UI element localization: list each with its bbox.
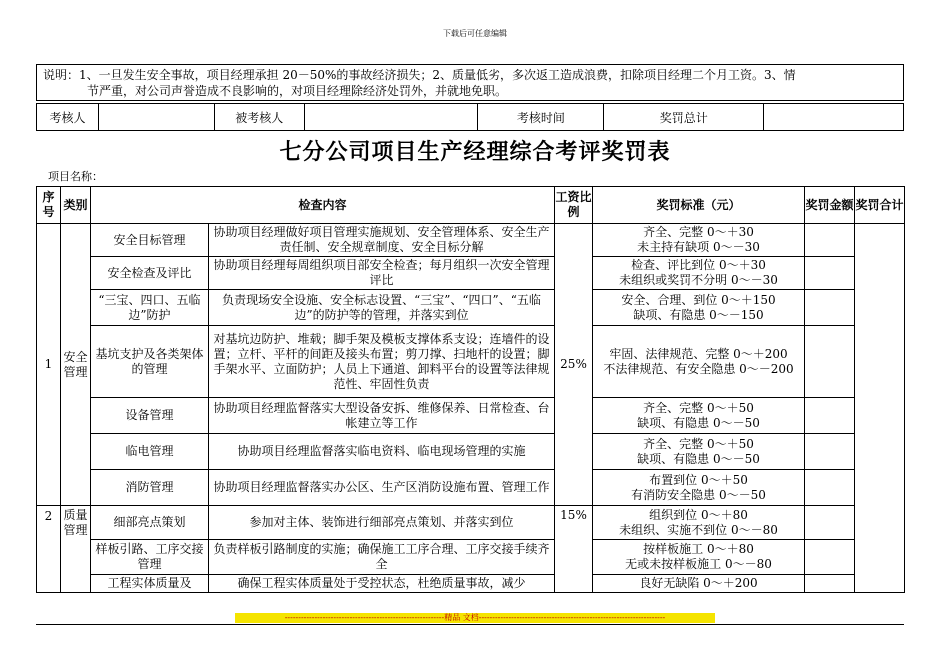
table-row xyxy=(37,257,905,290)
table-row xyxy=(37,470,905,506)
amount-cell[interactable] xyxy=(805,540,855,575)
group-category: 安全管理 xyxy=(61,224,91,506)
time-label: 考核时间 xyxy=(478,104,604,131)
item-name: 样板引路、工序交接管理 xyxy=(91,540,209,575)
page-title: 七分公司项目生产经理综合考评奖罚表 xyxy=(279,140,671,165)
col-category: 类别 xyxy=(61,187,91,224)
table-row xyxy=(37,326,905,398)
total-label: 奖罚总计 xyxy=(604,104,764,131)
item-standard: 组织到位 0～＋80 未组织、实施不到位 0～－80 xyxy=(593,506,805,540)
item-content: 协助项目经理做好项目管理实施规划、安全管理体系、安全生产责任制、安全规章制度、安全目标分解 xyxy=(209,224,555,257)
item-name: “三宝、四口、五临边”防护 xyxy=(91,290,209,326)
item-content: 确保工程实体质量处于受控状态，杜绝质量事故，减少 xyxy=(209,575,555,593)
examiner-label: 考核人 xyxy=(37,104,99,131)
item-name: 消防管理 xyxy=(91,470,209,506)
table-row xyxy=(37,290,905,326)
table-row xyxy=(37,398,905,434)
col-amount: 奖罚金额 xyxy=(805,187,855,224)
amount-cell[interactable] xyxy=(805,470,855,506)
item-content: 协助项目经理监督落实大型设备安拆、维修保养、日常检查、台帐建立等工作 xyxy=(209,398,555,434)
item-standard: 齐全、完整 0～＋50 缺项、有隐患 0～－50 xyxy=(593,398,805,434)
item-name: 细部亮点策划 xyxy=(91,506,209,540)
examinee-field[interactable] xyxy=(304,104,478,131)
examinee-label: 被考核人 xyxy=(214,104,304,131)
item-name: 基坑支护及各类架体的管理 xyxy=(91,326,209,398)
item-content: 协助项目经理监督落实办公区、生产区消防设施布置、管理工作 xyxy=(209,470,555,506)
item-name: 安全检查及评比 xyxy=(91,257,209,290)
header-note: 下载后可任意编辑 xyxy=(443,29,507,38)
item-standard: 检查、评比到位 0～＋30 未组织或奖罚不分明 0～－30 xyxy=(593,257,805,290)
col-content: 检查内容 xyxy=(91,187,555,224)
amount-cell[interactable] xyxy=(805,575,855,593)
notes-box xyxy=(36,64,904,101)
item-content: 负责现场安全设施、安全标志设置、“三宝”、“四口”、“五临边”的防护等的管理，并落实到位 xyxy=(209,290,555,326)
bottom-divider xyxy=(36,624,904,625)
notes-line-1: 说明：1、一旦发生安全事故，项目经理承担 20－50%的事故经济损失；2、质量低劣，多次返工造成浪费，扣除项目经理二个月工资。3、情 xyxy=(43,68,796,82)
col-sum: 奖罚合计 xyxy=(855,187,905,224)
table-row xyxy=(37,434,905,470)
sign-row-table xyxy=(36,103,904,131)
group-category: 质量管理 xyxy=(61,506,91,593)
group-no: 2 xyxy=(37,506,61,593)
col-standard: 奖罚标准（元） xyxy=(593,187,805,224)
item-standard: 良好无缺陷 0～＋200 xyxy=(593,575,805,593)
amount-cell[interactable] xyxy=(805,257,855,290)
item-standard: 布置到位 0～＋50 有消防安全隐患 0～－50 xyxy=(593,470,805,506)
amount-cell[interactable] xyxy=(805,434,855,470)
examiner-field[interactable] xyxy=(98,104,214,131)
item-name: 工程实体质量及 xyxy=(91,575,209,593)
item-standard: 牢固、法律规范、完整 0～＋200 不法律规范、有安全隐患 0～－200 xyxy=(593,326,805,398)
notes-line-2: 节严重，对公司声誉造成不良影响的，对项目经理除经济处罚外，并就地免职。 xyxy=(87,84,508,98)
item-standard: 齐全、完整 0～＋30 未主持有缺项 0～－30 xyxy=(593,224,805,257)
item-content: 参加对主体、装饰进行细部亮点策划、并落实到位 xyxy=(209,506,555,540)
item-name: 安全目标管理 xyxy=(91,224,209,257)
table-row xyxy=(37,506,905,540)
item-name: 临电管理 xyxy=(91,434,209,470)
item-content: 负责样板引路制度的实施；确保施工工序合理、工序交接手续齐全 xyxy=(209,540,555,575)
group-ratio: 25% xyxy=(555,224,593,506)
item-standard: 齐全、完整 0～＋50 缺项、有隐患 0～－50 xyxy=(593,434,805,470)
amount-cell[interactable] xyxy=(805,506,855,540)
table-row xyxy=(37,575,905,593)
footer-banner: -----------------------------------------------------------精品 文档--------------------------------------------------------------------- xyxy=(235,613,715,623)
sum-cell[interactable] xyxy=(855,224,905,593)
amount-cell[interactable] xyxy=(805,224,855,257)
item-standard: 按样板施工 0～＋80 无或未按样板施工 0～－80 xyxy=(593,540,805,575)
table-row xyxy=(37,224,905,257)
col-no: 序号 xyxy=(37,187,61,224)
item-content: 协助项目经理每周组织项目部安全检查；每月组织一次安全管理评比 xyxy=(209,257,555,290)
table-row xyxy=(37,540,905,575)
item-content: 协助项目经理监督落实临电资料、临电现场管理的实施 xyxy=(209,434,555,470)
amount-cell[interactable] xyxy=(805,326,855,398)
col-ratio: 工资比例 xyxy=(555,187,593,224)
assessment-table xyxy=(36,186,905,593)
item-name: 设备管理 xyxy=(91,398,209,434)
item-standard: 安全、合理、到位 0～＋150 缺项、有隐患 0～－150 xyxy=(593,290,805,326)
group-ratio: 15% xyxy=(555,506,593,593)
project-name-label: 项目名称： xyxy=(48,170,103,183)
item-content: 对基坑边防护、堆载；脚手架及模板支撑体系支设；连墙件的设置；立杆、平杆的间距及接头布置；剪刀撑、扫地杆的设置；脚手架水平、立面防护；人员上下通道、卸料平台的设置等法律规范性、牢固性负责 xyxy=(209,326,555,398)
group-no: 1 xyxy=(37,224,61,506)
total-field[interactable] xyxy=(764,104,904,131)
amount-cell[interactable] xyxy=(805,290,855,326)
amount-cell[interactable] xyxy=(805,398,855,434)
